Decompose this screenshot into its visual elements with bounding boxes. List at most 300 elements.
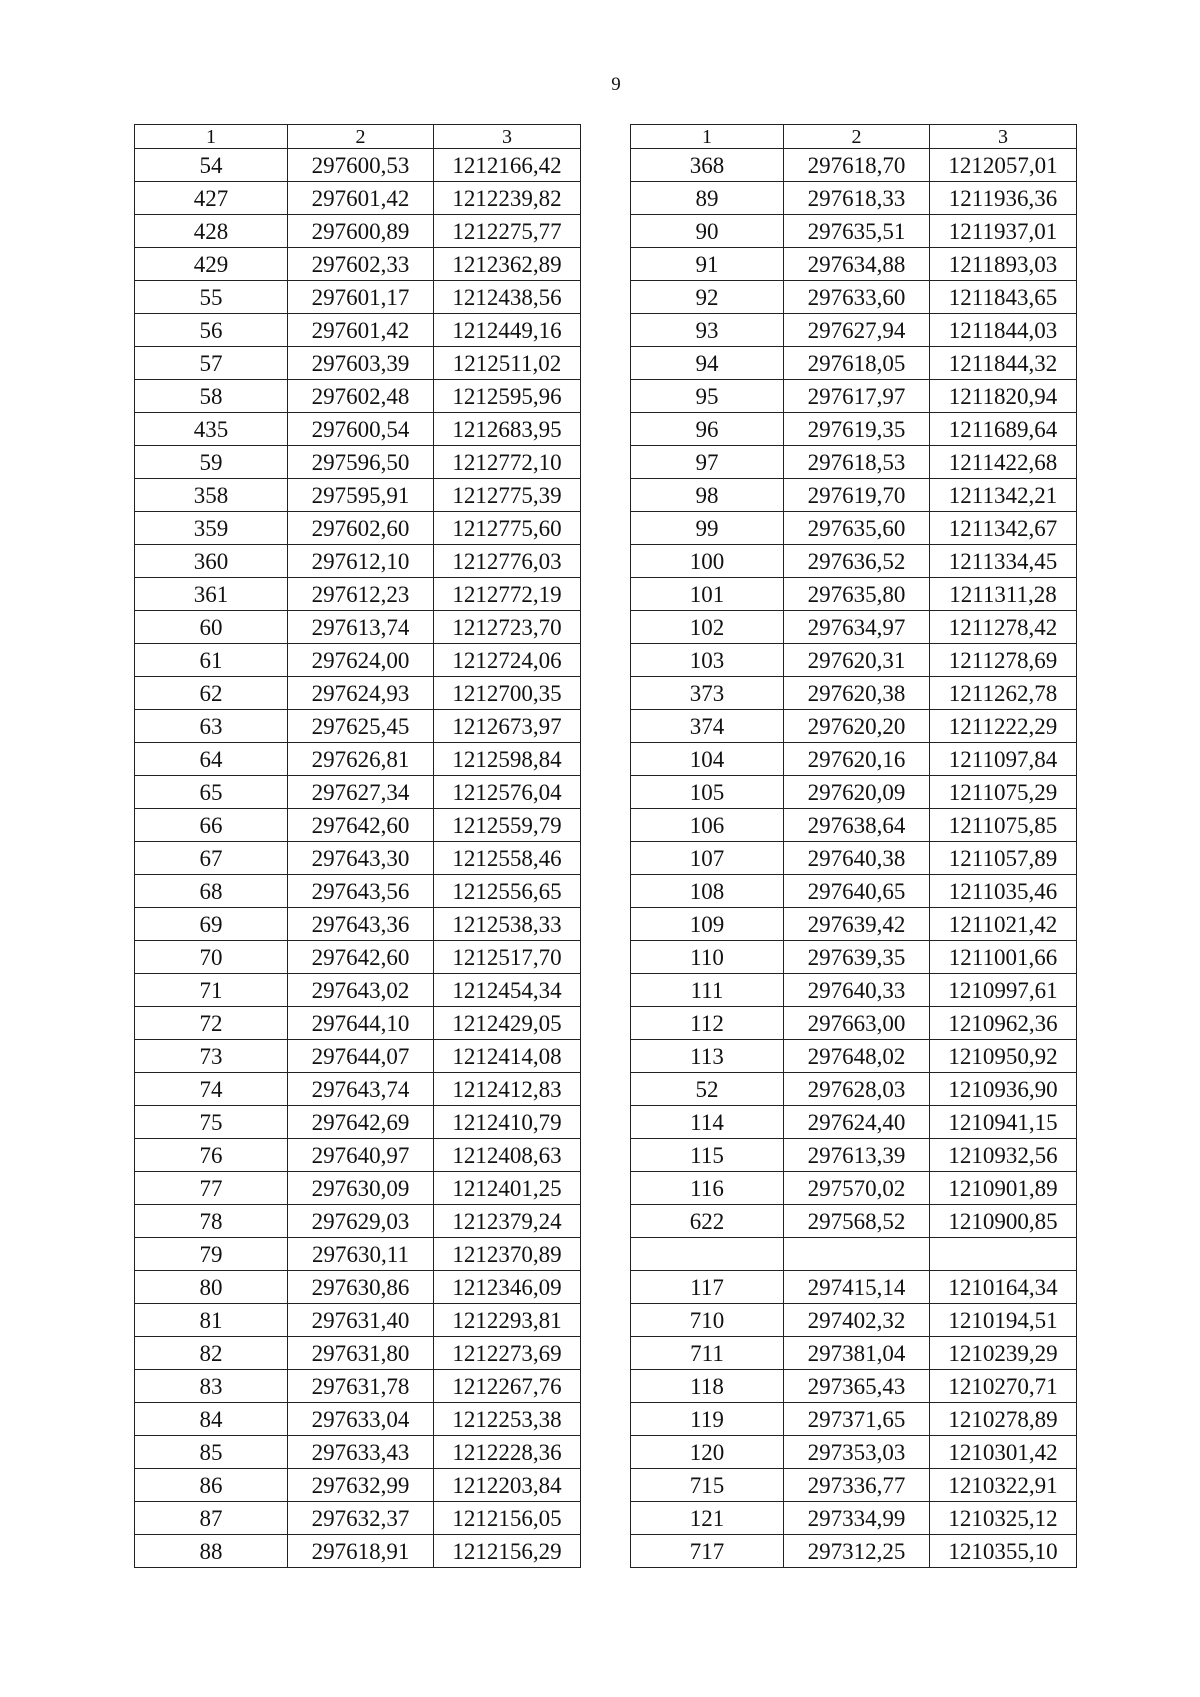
table-row [135, 743, 581, 776]
y-coordinate-cell: 1211001,66 [930, 941, 1077, 974]
table-row [631, 248, 1077, 281]
point-number-cell: 77 [135, 1172, 288, 1205]
y-coordinate-cell: 1211021,42 [930, 908, 1077, 941]
table-row [135, 776, 581, 809]
y-coordinate-cell: 1212438,56 [434, 281, 581, 314]
point-number-cell: 360 [135, 545, 288, 578]
point-number-cell: 715 [631, 1469, 784, 1502]
table-row [135, 479, 581, 512]
y-coordinate-cell: 1212239,82 [434, 182, 581, 215]
x-coordinate-cell: 297633,60 [784, 281, 930, 314]
table-row [631, 347, 1077, 380]
point-number-cell: 103 [631, 644, 784, 677]
point-number-cell: 108 [631, 875, 784, 908]
table-row [135, 1238, 581, 1271]
y-coordinate-cell: 1212559,79 [434, 809, 581, 842]
table-row [135, 413, 581, 446]
y-coordinate-cell: 1210936,90 [930, 1073, 1077, 1106]
x-coordinate-cell: 297640,65 [784, 875, 930, 908]
table-row [135, 1172, 581, 1205]
x-coordinate-cell: 297601,42 [288, 314, 434, 347]
table-row [135, 512, 581, 545]
x-coordinate-cell: 297568,52 [784, 1205, 930, 1238]
table-row [135, 248, 581, 281]
point-number-cell: 67 [135, 842, 288, 875]
point-number-cell: 66 [135, 809, 288, 842]
y-coordinate-cell: 1211097,84 [930, 743, 1077, 776]
x-coordinate-cell: 297603,39 [288, 347, 434, 380]
point-number-cell: 59 [135, 446, 288, 479]
table-row [135, 446, 581, 479]
table-row [135, 809, 581, 842]
table-row [135, 1073, 581, 1106]
x-coordinate-cell: 297643,30 [288, 842, 434, 875]
y-coordinate-cell: 1212576,04 [434, 776, 581, 809]
x-coordinate-cell: 297620,09 [784, 776, 930, 809]
page-number: 9 [611, 74, 621, 95]
table-row [631, 1403, 1077, 1436]
table-row [631, 215, 1077, 248]
y-coordinate-cell: 1212556,65 [434, 875, 581, 908]
point-number-cell: 73 [135, 1040, 288, 1073]
x-coordinate-cell: 297644,07 [288, 1040, 434, 1073]
x-coordinate-cell: 297640,97 [288, 1139, 434, 1172]
x-coordinate-cell: 297620,16 [784, 743, 930, 776]
y-coordinate-cell: 1210322,91 [930, 1469, 1077, 1502]
y-coordinate-cell: 1211844,32 [930, 347, 1077, 380]
y-coordinate-cell: 1211342,21 [930, 479, 1077, 512]
x-coordinate-cell: 297632,37 [288, 1502, 434, 1535]
x-coordinate-cell: 297602,60 [288, 512, 434, 545]
x-coordinate-cell: 297620,38 [784, 677, 930, 710]
x-coordinate-cell: 297353,03 [784, 1436, 930, 1469]
column-header-point: 1 [135, 125, 288, 149]
table-row [631, 974, 1077, 1007]
x-coordinate-cell: 297402,32 [784, 1304, 930, 1337]
x-coordinate-cell: 297619,35 [784, 413, 930, 446]
x-coordinate-cell: 297618,53 [784, 446, 930, 479]
y-coordinate-cell: 1212166,42 [434, 149, 581, 182]
point-number-cell: 374 [631, 710, 784, 743]
coordinates-table-left [134, 124, 581, 1568]
y-coordinate-cell: 1212454,34 [434, 974, 581, 1007]
table-row [135, 314, 581, 347]
x-coordinate-cell: 297600,89 [288, 215, 434, 248]
point-number-cell: 114 [631, 1106, 784, 1139]
y-coordinate-cell: 1212595,96 [434, 380, 581, 413]
x-coordinate-cell: 297633,04 [288, 1403, 434, 1436]
x-coordinate-cell: 297601,17 [288, 281, 434, 314]
point-number-cell: 96 [631, 413, 784, 446]
y-coordinate-cell: 1212408,63 [434, 1139, 581, 1172]
point-number-cell: 373 [631, 677, 784, 710]
table-row [135, 1007, 581, 1040]
x-coordinate-cell: 297618,33 [784, 182, 930, 215]
x-coordinate-cell: 297630,09 [288, 1172, 434, 1205]
column-header-y: 3 [434, 125, 581, 149]
table-row [631, 446, 1077, 479]
y-coordinate-cell: 1212776,03 [434, 545, 581, 578]
table-row [631, 908, 1077, 941]
table-row [631, 1040, 1077, 1073]
x-coordinate-cell: 297596,50 [288, 446, 434, 479]
y-coordinate-cell: 1210900,85 [930, 1205, 1077, 1238]
point-number-cell: 52 [631, 1073, 784, 1106]
y-coordinate-cell: 1210962,36 [930, 1007, 1077, 1040]
x-coordinate-cell: 297648,02 [784, 1040, 930, 1073]
y-coordinate-cell: 1212401,25 [434, 1172, 581, 1205]
point-number-cell: 70 [135, 941, 288, 974]
point-number-cell: 84 [135, 1403, 288, 1436]
x-coordinate-cell: 297639,35 [784, 941, 930, 974]
y-coordinate-cell: 1210997,61 [930, 974, 1077, 1007]
point-number-cell: 102 [631, 611, 784, 644]
point-number-cell: 68 [135, 875, 288, 908]
y-coordinate-cell: 1212775,60 [434, 512, 581, 545]
y-coordinate-cell: 1210194,51 [930, 1304, 1077, 1337]
y-coordinate-cell: 1211937,01 [930, 215, 1077, 248]
point-number-cell: 56 [135, 314, 288, 347]
y-coordinate-cell: 1212412,83 [434, 1073, 581, 1106]
column-header-x: 2 [784, 125, 930, 149]
x-coordinate-cell: 297642,60 [288, 941, 434, 974]
y-coordinate-cell: 1212449,16 [434, 314, 581, 347]
point-number-cell: 97 [631, 446, 784, 479]
point-number-cell: 113 [631, 1040, 784, 1073]
point-number-cell: 622 [631, 1205, 784, 1238]
x-coordinate-cell: 297602,48 [288, 380, 434, 413]
y-coordinate-cell: 1212156,29 [434, 1535, 581, 1568]
table-row [631, 1073, 1077, 1106]
y-coordinate-cell: 1212203,84 [434, 1469, 581, 1502]
table-row [135, 380, 581, 413]
point-number-cell: 101 [631, 578, 784, 611]
table-row [631, 1106, 1077, 1139]
table-row [631, 578, 1077, 611]
table-row [135, 710, 581, 743]
point-number-cell: 61 [135, 644, 288, 677]
point-number-cell: 74 [135, 1073, 288, 1106]
y-coordinate-cell: 1212538,33 [434, 908, 581, 941]
y-coordinate-cell: 1211936,36 [930, 182, 1077, 215]
x-coordinate-cell: 297635,60 [784, 512, 930, 545]
coordinates-table-right [630, 124, 1077, 1568]
y-coordinate-cell: 1212346,09 [434, 1271, 581, 1304]
point-number-cell: 110 [631, 941, 784, 974]
table-row [631, 1535, 1077, 1568]
point-number-cell: 361 [135, 578, 288, 611]
point-number-cell: 86 [135, 1469, 288, 1502]
table-row [631, 677, 1077, 710]
x-coordinate-cell: 297600,53 [288, 149, 434, 182]
table-row [135, 281, 581, 314]
x-coordinate-cell: 297600,54 [288, 413, 434, 446]
point-number-cell: 87 [135, 1502, 288, 1535]
point-number-cell: 79 [135, 1238, 288, 1271]
point-number-cell: 54 [135, 149, 288, 182]
x-coordinate-cell: 297618,91 [288, 1535, 434, 1568]
table-row [631, 479, 1077, 512]
x-coordinate-cell: 297620,20 [784, 710, 930, 743]
y-coordinate-cell: 1210941,15 [930, 1106, 1077, 1139]
point-number-cell: 83 [135, 1370, 288, 1403]
x-coordinate-cell: 297639,42 [784, 908, 930, 941]
point-number-cell: 116 [631, 1172, 784, 1205]
y-coordinate-cell: 1210932,56 [930, 1139, 1077, 1172]
y-coordinate-cell: 1211893,03 [930, 248, 1077, 281]
table-row [135, 677, 581, 710]
table-row [631, 314, 1077, 347]
y-coordinate-cell: 1211278,42 [930, 611, 1077, 644]
x-coordinate-cell: 297631,80 [288, 1337, 434, 1370]
x-coordinate-cell: 297633,43 [288, 1436, 434, 1469]
x-coordinate-cell: 297634,88 [784, 248, 930, 281]
table-row [135, 875, 581, 908]
table-header-row [631, 125, 1077, 149]
table-row [135, 1403, 581, 1436]
y-coordinate-cell: 1211311,28 [930, 578, 1077, 611]
table-row [631, 380, 1077, 413]
y-coordinate-cell: 1212273,69 [434, 1337, 581, 1370]
point-number-cell: 60 [135, 611, 288, 644]
table-row [631, 1205, 1077, 1238]
y-coordinate-cell: 1212156,05 [434, 1502, 581, 1535]
table-row [135, 1205, 581, 1238]
y-coordinate-cell: 1212700,35 [434, 677, 581, 710]
y-coordinate-cell: 1210355,10 [930, 1535, 1077, 1568]
table-row [631, 1370, 1077, 1403]
table-row [135, 1139, 581, 1172]
table-row [135, 1271, 581, 1304]
y-coordinate-cell: 1212775,39 [434, 479, 581, 512]
x-coordinate-cell: 297628,03 [784, 1073, 930, 1106]
x-coordinate-cell: 297624,93 [288, 677, 434, 710]
y-coordinate-cell: 1211057,89 [930, 842, 1077, 875]
point-number-cell: 94 [631, 347, 784, 380]
y-coordinate-cell: 1212724,06 [434, 644, 581, 677]
y-coordinate-cell: 1211820,94 [930, 380, 1077, 413]
y-coordinate-cell: 1210950,92 [930, 1040, 1077, 1073]
y-coordinate-cell: 1210901,89 [930, 1172, 1077, 1205]
point-number-cell: 98 [631, 479, 784, 512]
x-coordinate-cell: 297627,34 [288, 776, 434, 809]
x-coordinate-cell: 297643,56 [288, 875, 434, 908]
y-coordinate-cell: 1211843,65 [930, 281, 1077, 314]
y-coordinate-cell: 1212772,10 [434, 446, 581, 479]
table-row [135, 149, 581, 182]
point-number-cell: 95 [631, 380, 784, 413]
table-row [135, 1469, 581, 1502]
x-coordinate-cell: 297630,11 [288, 1238, 434, 1271]
x-coordinate-cell: 297618,70 [784, 149, 930, 182]
x-coordinate-cell: 297635,51 [784, 215, 930, 248]
x-coordinate-cell: 297632,99 [288, 1469, 434, 1502]
table-row [135, 1304, 581, 1337]
y-coordinate-cell: 1212362,89 [434, 248, 581, 281]
point-number-cell: 58 [135, 380, 288, 413]
x-coordinate-cell: 297642,60 [288, 809, 434, 842]
point-number-cell: 117 [631, 1271, 784, 1304]
point-number-cell: 717 [631, 1535, 784, 1568]
point-number-cell: 71 [135, 974, 288, 1007]
y-coordinate-cell: 1211262,78 [930, 677, 1077, 710]
table-row [135, 1337, 581, 1370]
x-coordinate-cell: 297365,43 [784, 1370, 930, 1403]
table-row [631, 875, 1077, 908]
x-coordinate-cell: 297631,78 [288, 1370, 434, 1403]
table-row [631, 842, 1077, 875]
table-row [135, 545, 581, 578]
point-number-cell: 428 [135, 215, 288, 248]
table-row [631, 1436, 1077, 1469]
y-coordinate-cell: 1211689,64 [930, 413, 1077, 446]
point-number-cell: 109 [631, 908, 784, 941]
y-coordinate-cell: 1212517,70 [434, 941, 581, 974]
point-number-cell: 82 [135, 1337, 288, 1370]
table-row [135, 182, 581, 215]
x-coordinate-cell: 297638,64 [784, 809, 930, 842]
point-number-cell: 112 [631, 1007, 784, 1040]
y-coordinate-cell: 1211278,69 [930, 644, 1077, 677]
table-row [135, 611, 581, 644]
y-coordinate-cell [930, 1238, 1077, 1271]
x-coordinate-cell: 297415,14 [784, 1271, 930, 1304]
table-row [631, 743, 1077, 776]
table-row [631, 776, 1077, 809]
y-coordinate-cell: 1210270,71 [930, 1370, 1077, 1403]
x-coordinate-cell: 297612,23 [288, 578, 434, 611]
x-coordinate-cell: 297627,94 [784, 314, 930, 347]
table-row [631, 1172, 1077, 1205]
table-row [135, 1370, 581, 1403]
table-row [135, 1502, 581, 1535]
x-coordinate-cell: 297612,10 [288, 545, 434, 578]
column-header-point: 1 [631, 125, 784, 149]
y-coordinate-cell: 1211222,29 [930, 710, 1077, 743]
x-coordinate-cell: 297640,33 [784, 974, 930, 1007]
table-row [631, 1271, 1077, 1304]
table-row [631, 809, 1077, 842]
y-coordinate-cell: 1212683,95 [434, 413, 581, 446]
y-coordinate-cell: 1212057,01 [930, 149, 1077, 182]
y-coordinate-cell: 1212267,76 [434, 1370, 581, 1403]
point-number-cell: 85 [135, 1436, 288, 1469]
table-row [631, 182, 1077, 215]
table-row [631, 611, 1077, 644]
point-number-cell: 62 [135, 677, 288, 710]
x-coordinate-cell: 297618,05 [784, 347, 930, 380]
table-row [631, 1007, 1077, 1040]
point-number-cell: 119 [631, 1403, 784, 1436]
y-coordinate-cell: 1212370,89 [434, 1238, 581, 1271]
point-number-cell: 65 [135, 776, 288, 809]
y-coordinate-cell: 1211075,85 [930, 809, 1077, 842]
x-coordinate-cell: 297602,33 [288, 248, 434, 281]
table-row [135, 941, 581, 974]
y-coordinate-cell: 1210278,89 [930, 1403, 1077, 1436]
point-number-cell: 81 [135, 1304, 288, 1337]
table-row [631, 1238, 1077, 1271]
x-coordinate-cell: 297312,25 [784, 1535, 930, 1568]
y-coordinate-cell: 1212673,97 [434, 710, 581, 743]
point-number-cell: 80 [135, 1271, 288, 1304]
table-row [631, 281, 1077, 314]
table-row [135, 578, 581, 611]
y-coordinate-cell: 1212275,77 [434, 215, 581, 248]
y-coordinate-cell: 1212511,02 [434, 347, 581, 380]
y-coordinate-cell: 1211422,68 [930, 446, 1077, 479]
table-row [631, 1337, 1077, 1370]
point-number-cell: 121 [631, 1502, 784, 1535]
x-coordinate-cell: 297381,04 [784, 1337, 930, 1370]
x-coordinate-cell: 297617,97 [784, 380, 930, 413]
table-row [135, 1106, 581, 1139]
point-number-cell: 100 [631, 545, 784, 578]
x-coordinate-cell: 297642,69 [288, 1106, 434, 1139]
x-coordinate-cell: 297643,02 [288, 974, 434, 1007]
table-row [631, 512, 1077, 545]
x-coordinate-cell: 297630,86 [288, 1271, 434, 1304]
y-coordinate-cell: 1210164,34 [930, 1271, 1077, 1304]
table-row [135, 842, 581, 875]
x-coordinate-cell: 297629,03 [288, 1205, 434, 1238]
x-coordinate-cell: 297570,02 [784, 1172, 930, 1205]
x-coordinate-cell: 297636,52 [784, 545, 930, 578]
table-row [135, 347, 581, 380]
point-number-cell: 104 [631, 743, 784, 776]
table-row [135, 1436, 581, 1469]
table-row [135, 974, 581, 1007]
x-coordinate-cell [784, 1238, 930, 1271]
table-row [135, 1535, 581, 1568]
table-row [631, 1139, 1077, 1172]
point-number-cell [631, 1238, 784, 1271]
point-number-cell: 427 [135, 182, 288, 215]
y-coordinate-cell: 1212293,81 [434, 1304, 581, 1337]
column-header-y: 3 [930, 125, 1077, 149]
point-number-cell: 64 [135, 743, 288, 776]
table-row [631, 149, 1077, 182]
column-header-x: 2 [288, 125, 434, 149]
y-coordinate-cell: 1211035,46 [930, 875, 1077, 908]
y-coordinate-cell: 1212228,36 [434, 1436, 581, 1469]
point-number-cell: 710 [631, 1304, 784, 1337]
x-coordinate-cell: 297620,31 [784, 644, 930, 677]
point-number-cell: 92 [631, 281, 784, 314]
point-number-cell: 57 [135, 347, 288, 380]
point-number-cell: 75 [135, 1106, 288, 1139]
y-coordinate-cell: 1212772,19 [434, 578, 581, 611]
y-coordinate-cell: 1212598,84 [434, 743, 581, 776]
table-row [631, 1502, 1077, 1535]
point-number-cell: 359 [135, 512, 288, 545]
point-number-cell: 435 [135, 413, 288, 446]
point-number-cell: 78 [135, 1205, 288, 1238]
y-coordinate-cell: 1211844,03 [930, 314, 1077, 347]
x-coordinate-cell: 297640,38 [784, 842, 930, 875]
table-row [631, 1469, 1077, 1502]
y-coordinate-cell: 1211342,67 [930, 512, 1077, 545]
point-number-cell: 429 [135, 248, 288, 281]
point-number-cell: 63 [135, 710, 288, 743]
point-number-cell: 118 [631, 1370, 784, 1403]
point-number-cell: 72 [135, 1007, 288, 1040]
y-coordinate-cell: 1211075,29 [930, 776, 1077, 809]
point-number-cell: 106 [631, 809, 784, 842]
x-coordinate-cell: 297334,99 [784, 1502, 930, 1535]
table-row [135, 908, 581, 941]
x-coordinate-cell: 297336,77 [784, 1469, 930, 1502]
